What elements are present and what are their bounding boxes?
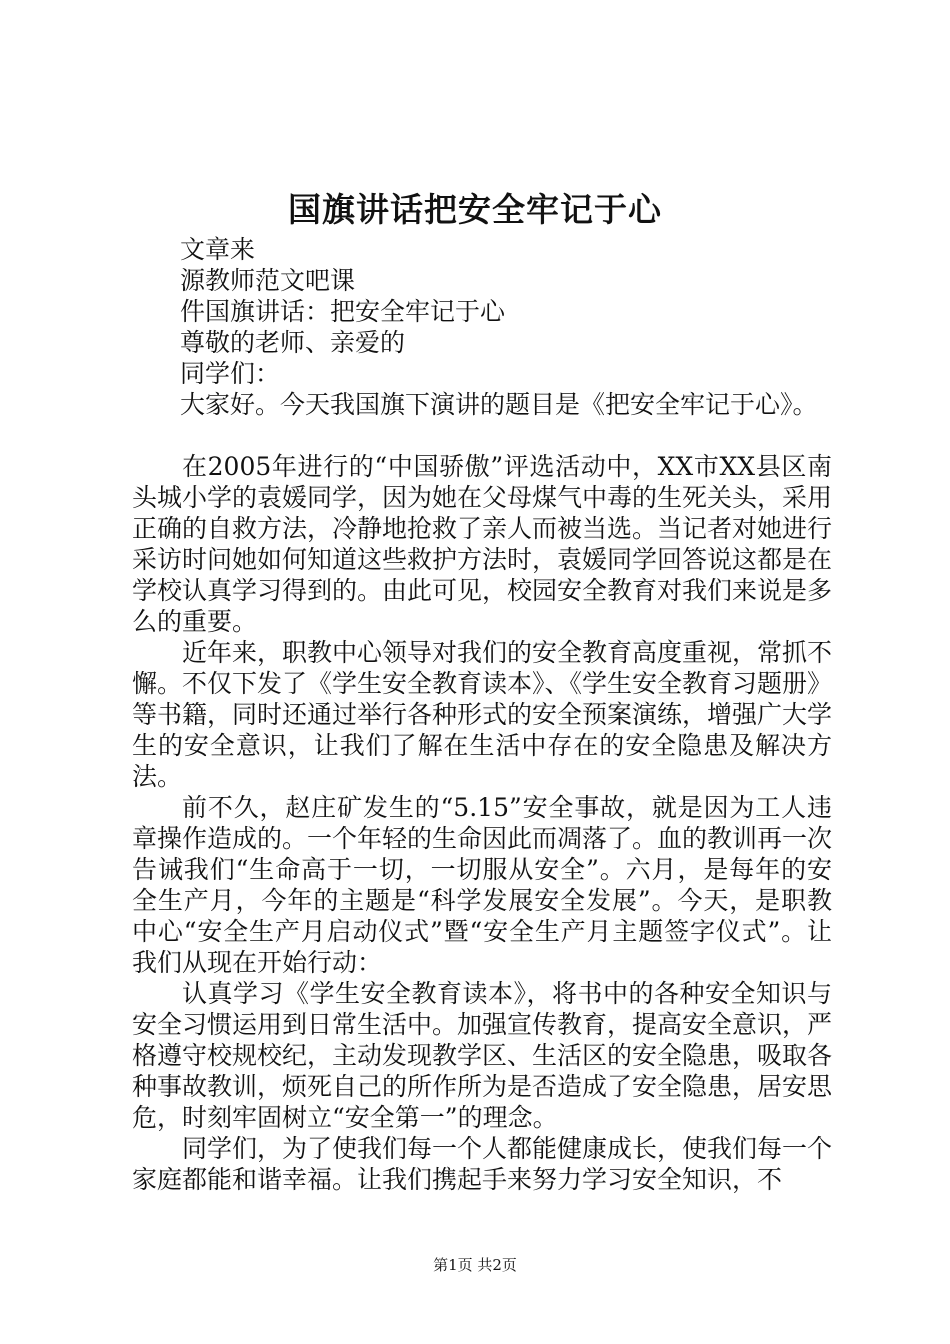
lead-line: 文章来 <box>180 235 256 264</box>
page-footer: 第1页 共2页 <box>433 1256 517 1274</box>
lead-line: 源教师范文吧课 <box>180 266 356 295</box>
lead-lines <box>180 234 900 420</box>
paragraph: 前不久，赵庄矿发生的“5.15”安全事故，就是因为工人违章操作造成的。一个年轻的生命因此而凋落了。血的教训再一次告诫我们“生命高于一切，一切服从安全”。六月，是每年的安全生产月，今年的主题是“科学发展安全发展”。今天，是职教中心“安全生产月启动仪式”暨“安全生产月主题签字仪式”。让我们从现在开始行动： <box>132 793 833 977</box>
paragraph: 同学们，为了使我们每一个人都能健康成长，使我们每一个家庭都能和谐幸福。让我们携起手来努力学习安全知识，不 <box>132 1134 833 1194</box>
lead-line: 件国旗讲话：把安全牢记于心 <box>180 297 506 326</box>
lead-line: 同学们： <box>180 359 281 388</box>
document-title: 国旗讲话把安全牢记于心 <box>288 190 662 229</box>
paragraph: 近年来，职教中心领导对我们的安全教育高度重视，常抓不懈。不仅下发了《学生安全教育读本》、《学生安全教育习题册》等书籍，同时还通过举行各种形式的安全预案演练，增强广大学生的安全意识，让我们了解在生活中存在的安全隐患及解决方法。 <box>132 638 833 791</box>
paragraph: 认真学习《学生安全教育读本》，将书中的各种安全知识与安全习惯运用到日常生活中。加强宣传教育，提高安全意识，严格遵守校规校纪，主动发现教学区、生活区的安全隐患，吸取各种事故教训，烦死自己的所作所为是否造成了安全隐患，居安思危，时刻牢固树立“安全第一”的理念。 <box>132 979 833 1132</box>
paragraph: 在2005年进行的“中国骄傲”评选活动中，XX市XX县区南头城小学的袁媛同学，因为她在父母煤气中毒的生死关头，采用正确的自救方法，冷静地抢救了亲人而被当选。当记者对她进行采访时问她如何知道这些救护方法时，袁媛同学回答说这都是在学校认真学习得到的。由此可见，校园安全教育对我们来说是多么的重要。 <box>132 452 833 636</box>
lead-line: 大家好。今天我国旗下演讲的题目是《把安全牢记于心》。 <box>180 390 818 419</box>
body-text <box>132 451 832 1195</box>
lead-line: 尊敬的老师、亲爱的 <box>180 328 406 357</box>
